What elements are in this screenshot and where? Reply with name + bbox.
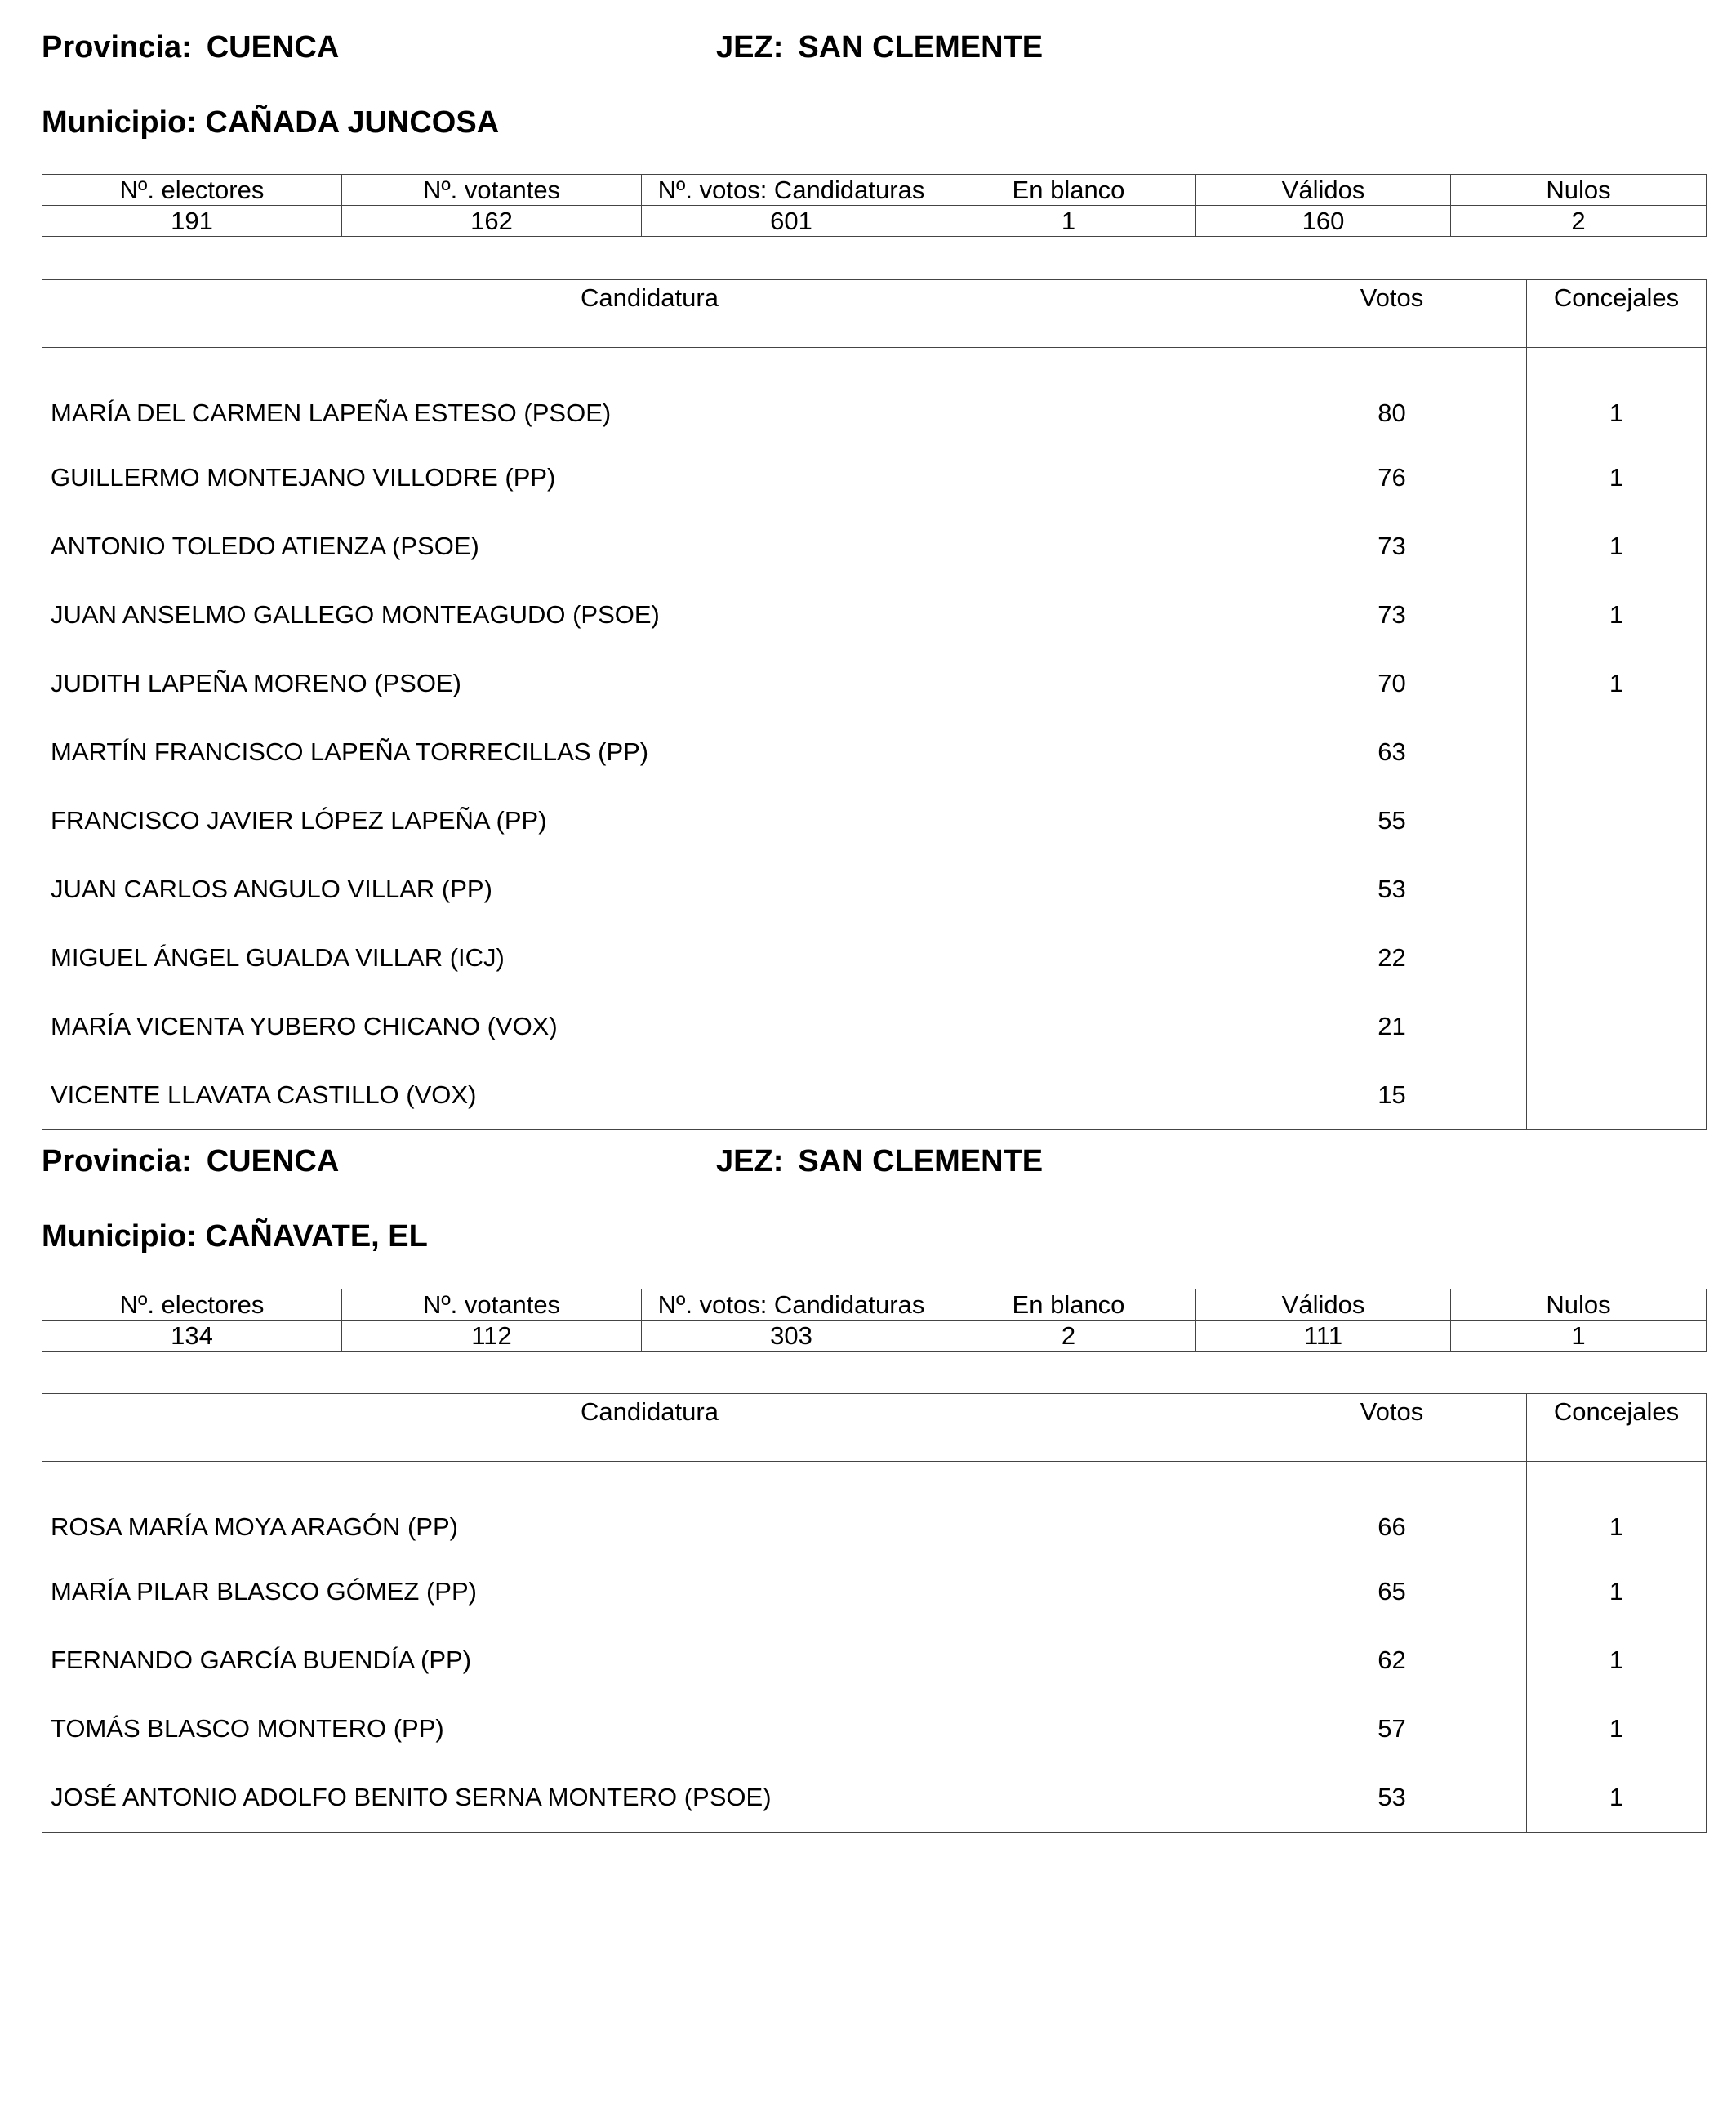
candidate-votes: 53: [1257, 1763, 1527, 1833]
header-votantes: Nº. votantes: [342, 175, 642, 206]
candidate-name: GUILLERMO MONTEJANO VILLODRE (PP): [42, 443, 1257, 512]
table-row: [42, 512, 1707, 581]
summary-values-row: [42, 1321, 1707, 1352]
candidate-votes: 80: [1257, 348, 1527, 444]
candidate-name: MARÍA DEL CARMEN LAPEÑA ESTESO (PSOE): [42, 348, 1257, 444]
candidate-seats: 1: [1527, 1557, 1707, 1626]
candidate-name: FRANCISCO JAVIER LÓPEZ LAPEÑA (PP): [42, 786, 1257, 855]
candidate-name: ANTONIO TOLEDO ATIENZA (PSOE): [42, 512, 1257, 581]
table-row: [42, 581, 1707, 649]
candidate-name: FERNANDO GARCÍA BUENDÍA (PP): [42, 1626, 1257, 1695]
summary-values-row: [42, 206, 1707, 237]
candidate-seats: 1: [1527, 443, 1707, 512]
candidate-name: MARTÍN FRANCISCO LAPEÑA TORRECILLAS (PP): [42, 718, 1257, 786]
candidate-name: JUAN CARLOS ANGULO VILLAR (PP): [42, 855, 1257, 924]
candidate-votes: 22: [1257, 924, 1527, 992]
table-row: [42, 649, 1707, 718]
summary-header-row: [42, 175, 1707, 206]
municipio-header: Municipio: CAÑADA JUNCOSA: [42, 105, 500, 140]
candidate-seats: [1527, 718, 1707, 786]
value-electores: 134: [42, 1321, 342, 1352]
table-row: [42, 1763, 1707, 1833]
table-row: [42, 1061, 1707, 1130]
header-electores: Nº. electores: [42, 175, 342, 206]
candidates-header-row: [42, 280, 1707, 348]
candidate-name: TOMÁS BLASCO MONTERO (PP): [42, 1695, 1257, 1763]
municipio-value: CAÑAVATE, EL: [205, 1219, 428, 1254]
header-concejales: Concejales: [1527, 280, 1707, 348]
header-concejales: Concejales: [1527, 1394, 1707, 1462]
provincia-header: Provincia: CUENCA: [42, 30, 340, 65]
candidate-seats: 1: [1527, 1626, 1707, 1695]
value-en-blanco: 2: [941, 1321, 1196, 1352]
value-nulos: 1: [1451, 1321, 1707, 1352]
value-nulos: 2: [1451, 206, 1707, 237]
header-candidatura: Candidatura: [42, 1394, 1257, 1462]
candidate-seats: 1: [1527, 581, 1707, 649]
jez-value: SAN CLEMENTE: [798, 30, 1044, 65]
candidate-name: JUAN ANSELMO GALLEGO MONTEAGUDO (PSOE): [42, 581, 1257, 649]
candidate-votes: 73: [1257, 512, 1527, 581]
header-en-blanco: En blanco: [941, 175, 1196, 206]
candidate-votes: 70: [1257, 649, 1527, 718]
candidate-seats: 1: [1527, 1763, 1707, 1833]
table-row: [42, 855, 1707, 924]
candidate-seats: [1527, 924, 1707, 992]
header-validos: Válidos: [1196, 1289, 1451, 1321]
candidate-seats: [1527, 855, 1707, 924]
table-row: [42, 1462, 1707, 1558]
candidate-name: JUDITH LAPEÑA MORENO (PSOE): [42, 649, 1257, 718]
header-votantes: Nº. votantes: [342, 1289, 642, 1321]
candidates-table: [42, 1393, 1707, 1833]
header-en-blanco: En blanco: [941, 1289, 1196, 1321]
value-validos: 160: [1196, 206, 1451, 237]
candidate-seats: 1: [1527, 1462, 1707, 1558]
municipio-value: CAÑADA JUNCOSA: [205, 105, 500, 140]
candidate-votes: 55: [1257, 786, 1527, 855]
value-votantes: 112: [342, 1321, 642, 1352]
candidate-name: MIGUEL ÁNGEL GUALDA VILLAR (ICJ): [42, 924, 1257, 992]
table-row: [42, 1626, 1707, 1695]
jez-header: JEZ: SAN CLEMENTE: [716, 30, 1044, 65]
value-votos-candidaturas: 601: [642, 206, 941, 237]
candidate-votes: 57: [1257, 1695, 1527, 1763]
table-row: [42, 348, 1707, 444]
summary-header-row: [42, 1289, 1707, 1321]
table-row: [42, 924, 1707, 992]
value-validos: 111: [1196, 1321, 1451, 1352]
candidate-votes: 21: [1257, 992, 1527, 1061]
candidate-seats: 1: [1527, 348, 1707, 444]
candidate-name: VICENTE LLAVATA CASTILLO (VOX): [42, 1061, 1257, 1130]
candidate-votes: 76: [1257, 443, 1527, 512]
table-row: [42, 786, 1707, 855]
jez-value: SAN CLEMENTE: [798, 1144, 1044, 1178]
provincia-value: CUENCA: [206, 30, 340, 65]
table-row: [42, 718, 1707, 786]
jez-header: JEZ: SAN CLEMENTE: [716, 1144, 1044, 1178]
candidate-seats: [1527, 786, 1707, 855]
header-votos-candidaturas: Nº. votos: Candidaturas: [642, 1289, 941, 1321]
table-row: [42, 1695, 1707, 1763]
municipio-header: Municipio: CAÑAVATE, EL: [42, 1219, 428, 1254]
header-votos: Votos: [1257, 280, 1527, 348]
value-votantes: 162: [342, 206, 642, 237]
candidate-votes: 63: [1257, 718, 1527, 786]
header-votos-candidaturas: Nº. votos: Candidaturas: [642, 175, 941, 206]
candidate-seats: 1: [1527, 649, 1707, 718]
header-validos: Válidos: [1196, 175, 1451, 206]
table-row: [42, 992, 1707, 1061]
header-candidatura: Candidatura: [42, 280, 1257, 348]
candidate-name: MARÍA PILAR BLASCO GÓMEZ (PP): [42, 1557, 1257, 1626]
header-nulos: Nulos: [1451, 1289, 1707, 1321]
candidate-votes: 66: [1257, 1462, 1527, 1558]
header-electores: Nº. electores: [42, 1289, 342, 1321]
header-nulos: Nulos: [1451, 175, 1707, 206]
value-votos-candidaturas: 303: [642, 1321, 941, 1352]
table-row: [42, 443, 1707, 512]
candidate-seats: [1527, 992, 1707, 1061]
candidates-table: [42, 279, 1707, 1130]
candidate-seats: [1527, 1061, 1707, 1130]
summary-table: [42, 174, 1707, 237]
header-votos: Votos: [1257, 1394, 1527, 1462]
candidate-votes: 73: [1257, 581, 1527, 649]
candidate-name: MARÍA VICENTA YUBERO CHICANO (VOX): [42, 992, 1257, 1061]
candidate-name: ROSA MARÍA MOYA ARAGÓN (PP): [42, 1462, 1257, 1558]
value-electores: 191: [42, 206, 342, 237]
candidate-votes: 53: [1257, 855, 1527, 924]
table-row: [42, 1557, 1707, 1626]
provincia-header: Provincia: CUENCA: [42, 1144, 340, 1178]
candidate-seats: 1: [1527, 1695, 1707, 1763]
candidates-header-row: [42, 1394, 1707, 1462]
value-en-blanco: 1: [941, 206, 1196, 237]
candidate-name: JOSÉ ANTONIO ADOLFO BENITO SERNA MONTERO (PSOE): [42, 1763, 1257, 1833]
candidate-votes: 15: [1257, 1061, 1527, 1130]
candidate-seats: 1: [1527, 512, 1707, 581]
provincia-value: CUENCA: [206, 1144, 340, 1178]
candidate-votes: 62: [1257, 1626, 1527, 1695]
summary-table: [42, 1289, 1707, 1352]
candidate-votes: 65: [1257, 1557, 1527, 1626]
